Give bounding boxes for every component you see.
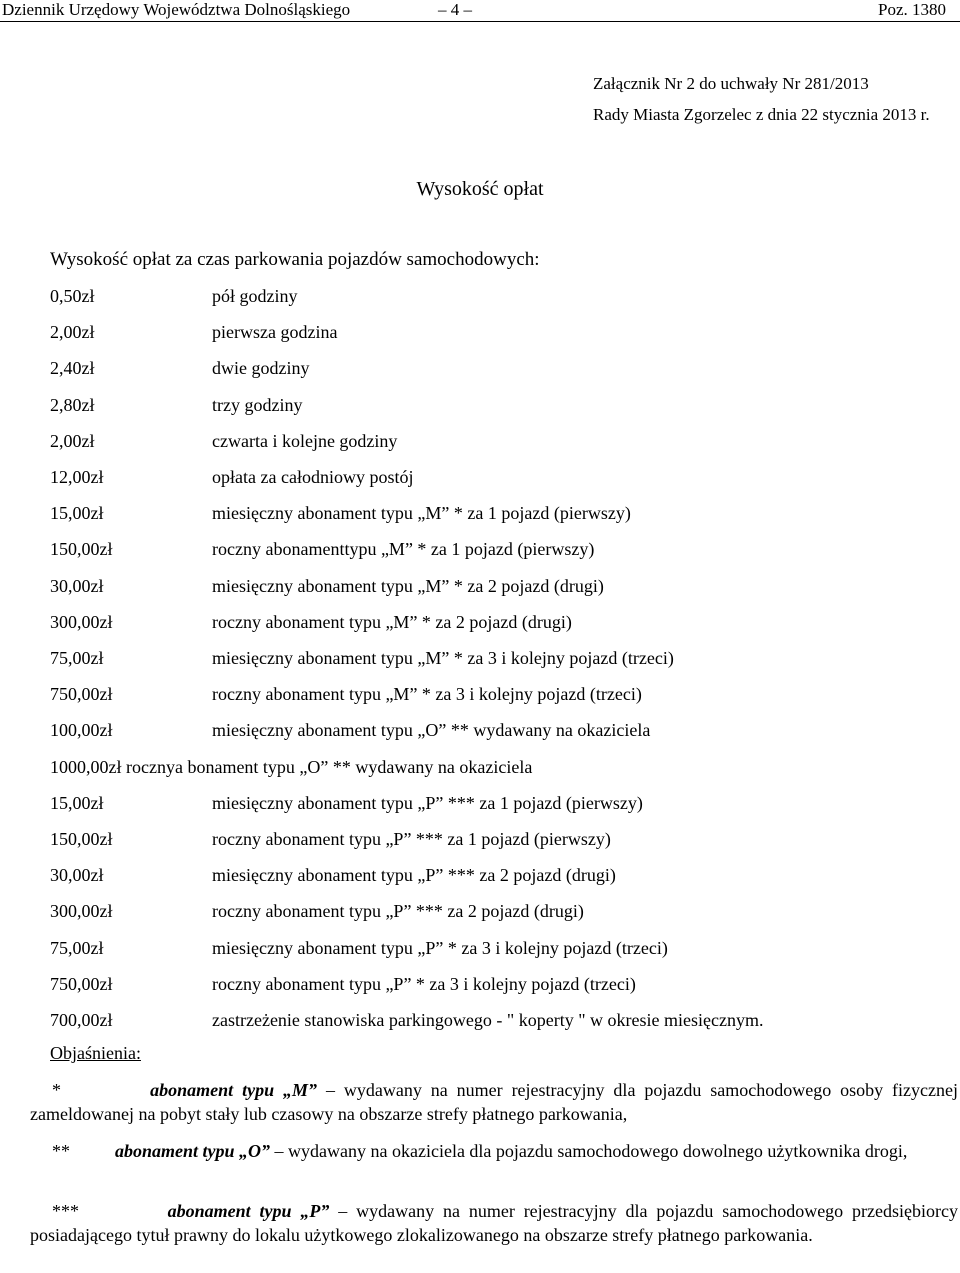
fee-description: roczny abonament typu „M” * za 3 i kolejny pojazd (trzeci) [212,684,642,705]
fee-amount: 75,00zł [50,937,104,958]
fee-row [50,500,950,526]
journal-header [0,0,960,22]
fee-row [50,826,950,852]
explanation-note [30,1199,958,1247]
note-text: – wydawany na numer rejestracyjny dla pojazdu samochodowego przedsiębiorcy posiadającego tytuł prawny do lokalu użytkowego zlokalizowanego na obszarze strefy płatnego parkowania. [30,1201,959,1245]
note-marker: *** [52,1201,79,1221]
explanation-note [30,1078,958,1126]
note-term: abonament typu „P” [167,1201,330,1221]
fee-row [50,355,950,381]
page-number: – 4 – [438,0,472,19]
fee-row [50,609,950,635]
fee-row-text: 1000,00zł rocznya bonament typu „O” ** wydawany na okaziciela [50,756,533,777]
fee-amount: 30,00zł [50,575,104,596]
fee-description: roczny abonamenttypu „M” * za 1 pojazd (pierwszy) [212,539,595,560]
fee-amount: 150,00zł [50,539,113,560]
fee-description: dwie godziny [212,358,310,379]
fee-description: miesięczny abonament typu „O” ** wydawany na okaziciela [212,720,651,741]
note-term: abonament typu „M” [150,1080,318,1100]
fee-description: zastrzeżenie stanowiska parkingowego - " koperty " w okresie miesięcznym. [212,1010,764,1030]
fees-intro: Wysokość opłat za czas parkowania pojazdów samochodowych: [50,249,540,270]
fee-row [50,935,950,961]
fee-amount: 2,00zł [50,430,95,451]
fee-description: pierwsza godzina [212,322,338,343]
fee-row [50,464,950,490]
fee-description: miesięczny abonament typu „M” * za 1 pojazd (pierwszy) [212,503,631,524]
position-number: Poz. 1380 [878,0,946,19]
explanations-heading: Objaśnienia: [50,1043,141,1063]
fee-row [50,681,950,707]
fee-amount: 100,00zł [50,720,113,741]
fee-description: miesięczny abonament typu „P” *** za 2 pojazd (drugi) [212,865,616,886]
fee-description: czwarta i kolejne godziny [212,430,398,451]
fee-description: trzy godziny [212,394,303,415]
fee-amount: 0,50zł [50,286,95,306]
journal-name: Dziennik Urzędowy Województwa Dolnośląskiego [2,0,351,19]
fee-description: roczny abonament typu „P” *** za 1 pojazd (pierwszy) [212,829,611,849]
fee-amount: 12,00zł [50,467,104,487]
fee-description: miesięczny abonament typu „M” * za 2 pojazd (drugi) [212,575,604,596]
page-title: Wysokość opłat [416,178,544,200]
fee-row [50,428,950,454]
fee-amount: 2,80zł [50,394,95,415]
fee-row [50,283,950,309]
fee-amount: 15,00zł [50,792,104,813]
fee-description: roczny abonament typu „P” * za 3 i kolejny pojazd (trzeci) [212,973,636,994]
fee-description: roczny abonament typu „M” * za 2 pojazd (drugi) [212,611,572,632]
fee-description: opłata za całodniowy postój [212,467,414,487]
fee-amount: 750,00zł [50,684,113,705]
fee-description: miesięczny abonament typu „M” * za 3 i kolejny pojazd (trzeci) [212,648,674,668]
fee-amount: 300,00zł [50,901,113,922]
fee-row [50,1007,950,1033]
annex-line-1: Załącznik Nr 2 do uchwały Nr 281/2013 [593,74,869,93]
fee-amount: 150,00zł [50,829,113,849]
fee-description: pół godziny [212,286,298,306]
fee-row [50,862,950,888]
fee-row [50,754,950,780]
fee-row [50,392,950,418]
fee-amount: 75,00zł [50,648,104,668]
fee-row [50,790,950,816]
fee-row [50,717,950,743]
fee-amount: 2,40zł [50,358,95,379]
header-rule [0,21,960,22]
note-text: – wydawany na numer rejestracyjny dla pojazdu samochodowego osoby fizycznej zameldowanej na pobyt stały lub czasowy na obszarze strefy płatnego parkowania, [30,1080,959,1124]
note-text: – wydawany na okaziciela dla pojazdu samochodowego dowolnego użytkownika drogi, [274,1141,908,1161]
fee-amount: 750,00zł [50,973,113,994]
fee-amount: 15,00zł [50,503,104,524]
explanation-note [30,1139,958,1163]
annex-line-2: Rady Miasta Zgorzelec z dnia 22 stycznia 2013 r. [593,105,930,124]
fee-amount: 300,00zł [50,611,113,632]
fee-row [50,536,950,562]
note-marker: ** [52,1141,70,1161]
fee-row [50,898,950,924]
fee-amount: 30,00zł [50,865,104,886]
fee-description: miesięczny abonament typu „P” *** za 1 pojazd (pierwszy) [212,792,643,813]
note-term: abonament typu „O” [115,1141,271,1161]
fee-row [50,319,950,345]
fee-amount: 2,00zł [50,322,95,343]
fee-description: roczny abonament typu „P” *** za 2 pojazd (drugi) [212,901,584,922]
fee-row [50,971,950,997]
fee-row [50,645,950,671]
fee-amount: 700,00zł [50,1010,113,1030]
fee-description: miesięczny abonament typu „P” * za 3 i kolejny pojazd (trzeci) [212,937,668,958]
fee-row [50,573,950,599]
note-marker: * [52,1080,61,1100]
